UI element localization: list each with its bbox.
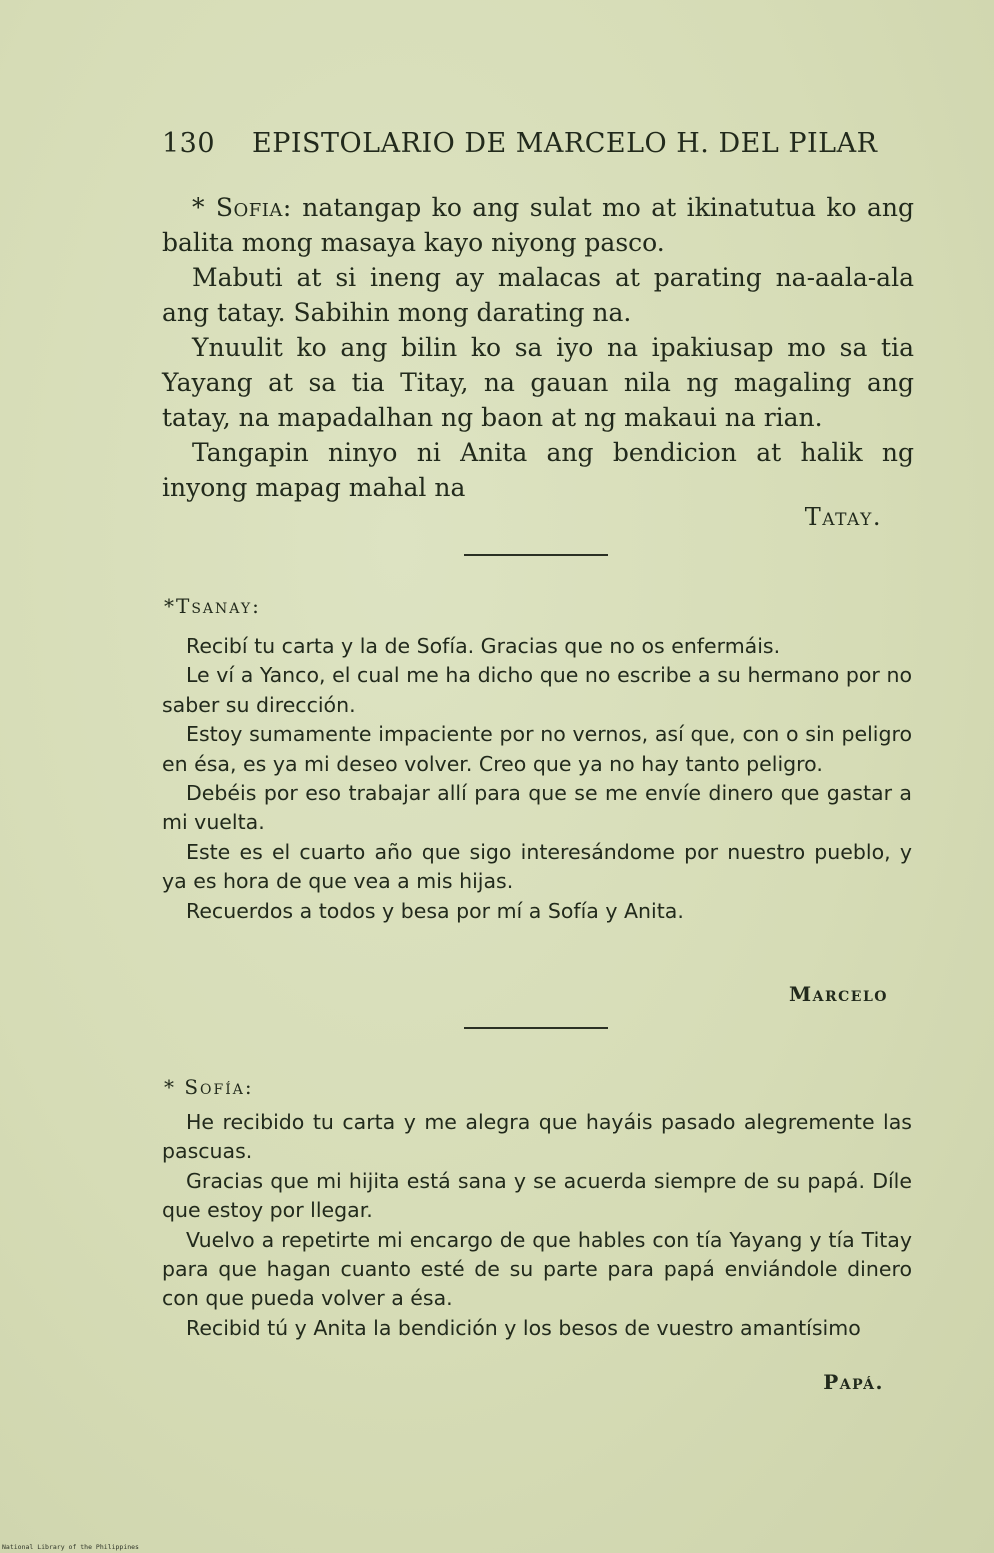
letter-paragraph: Ynuulit ko ang bilin ko sa iyo na ipakiusap mo sa tia Yayang at sa tia Titay, na gauan nila ng magaling ang tatay, na mapadalhan ng baon at ng makaui na rian. (162, 333, 914, 432)
letter-paragraph: Recibí tu carta y la de Sofía. Gracias que no os enfermáis. (186, 634, 781, 658)
letter-paragraph: Este es el cuarto año que sigo interesándome por nuestro pueblo, y ya es hora de que vea a mis hijas. (162, 839, 912, 894)
letter-paragraph: He recibido tu carta y me alegra que hayáis pasado alegremente las pascuas. (162, 1110, 912, 1164)
footer-credit: National Library of the Philippines (2, 1543, 139, 1551)
letter-tsanay-spanish (162, 632, 912, 926)
section-divider (464, 1027, 608, 1029)
letter-paragraph: Mabuti at si ineng ay malacas at parating na-aala-ala ang tatay. Sabihin mong darating na. (162, 263, 914, 327)
running-title: EPISTOLARIO DE MARCELO H. DEL PILAR (252, 128, 878, 159)
letter-paragraph: Recuerdos a todos y besa por mí a Sofía y Anita. (186, 898, 684, 923)
letter-paragraph: Gracias que mi hijita está sana y se acuerda siempre de su papá. Díle que estoy por llegar. (162, 1168, 912, 1223)
letter-paragraph: Estoy sumamente impaciente por no vernos, así que, con o sin peligro en ésa, es ya mi deseo volver. Creo que ya no hay tanto peligro. (162, 722, 912, 776)
letter-signature: Papá. (823, 1370, 884, 1394)
letter-sofia-tagalog (162, 190, 914, 505)
letter-signature: Marcelo (789, 982, 888, 1006)
letter-paragraph: Vuelvo a repetirte mi encargo de que hables con tía Yayang y tía Titay para que hagan cuanto esté de su parte para papá enviándole dinero con que pueda volver a ésa. (162, 1227, 912, 1311)
letter-paragraph: * Sofia: natangap ko ang sulat mo at ikinatutua ko ang balita mong masaya kayo niyong pasco. (162, 193, 915, 257)
letter-signature: Tatay. (804, 503, 882, 531)
section-divider (464, 554, 608, 556)
letter-paragraph: Tangapin ninyo ni Anita ang bendicion at halik ng inyong mapag mahal na (162, 438, 914, 502)
letter-salutation: *Tsanay: (164, 594, 261, 618)
letter-salutation: * Sofia: (192, 193, 292, 222)
letter-sofia-spanish (162, 1108, 912, 1343)
letter-paragraph: Recibid tú y Anita la bendición y los besos de vuestro amantísimo (186, 1315, 861, 1340)
letter-paragraph: Le ví a Yanco, el cual me ha dicho que no escribe a su hermano por no saber su dirección. (162, 663, 912, 717)
letter-salutation: * Sofía: (164, 1075, 254, 1099)
letter-paragraph: Debéis por eso trabajar allí para que se me envíe dinero que gastar a mi vuelta. (162, 781, 912, 835)
page-header (162, 128, 878, 159)
page-number: 130 (162, 128, 216, 159)
